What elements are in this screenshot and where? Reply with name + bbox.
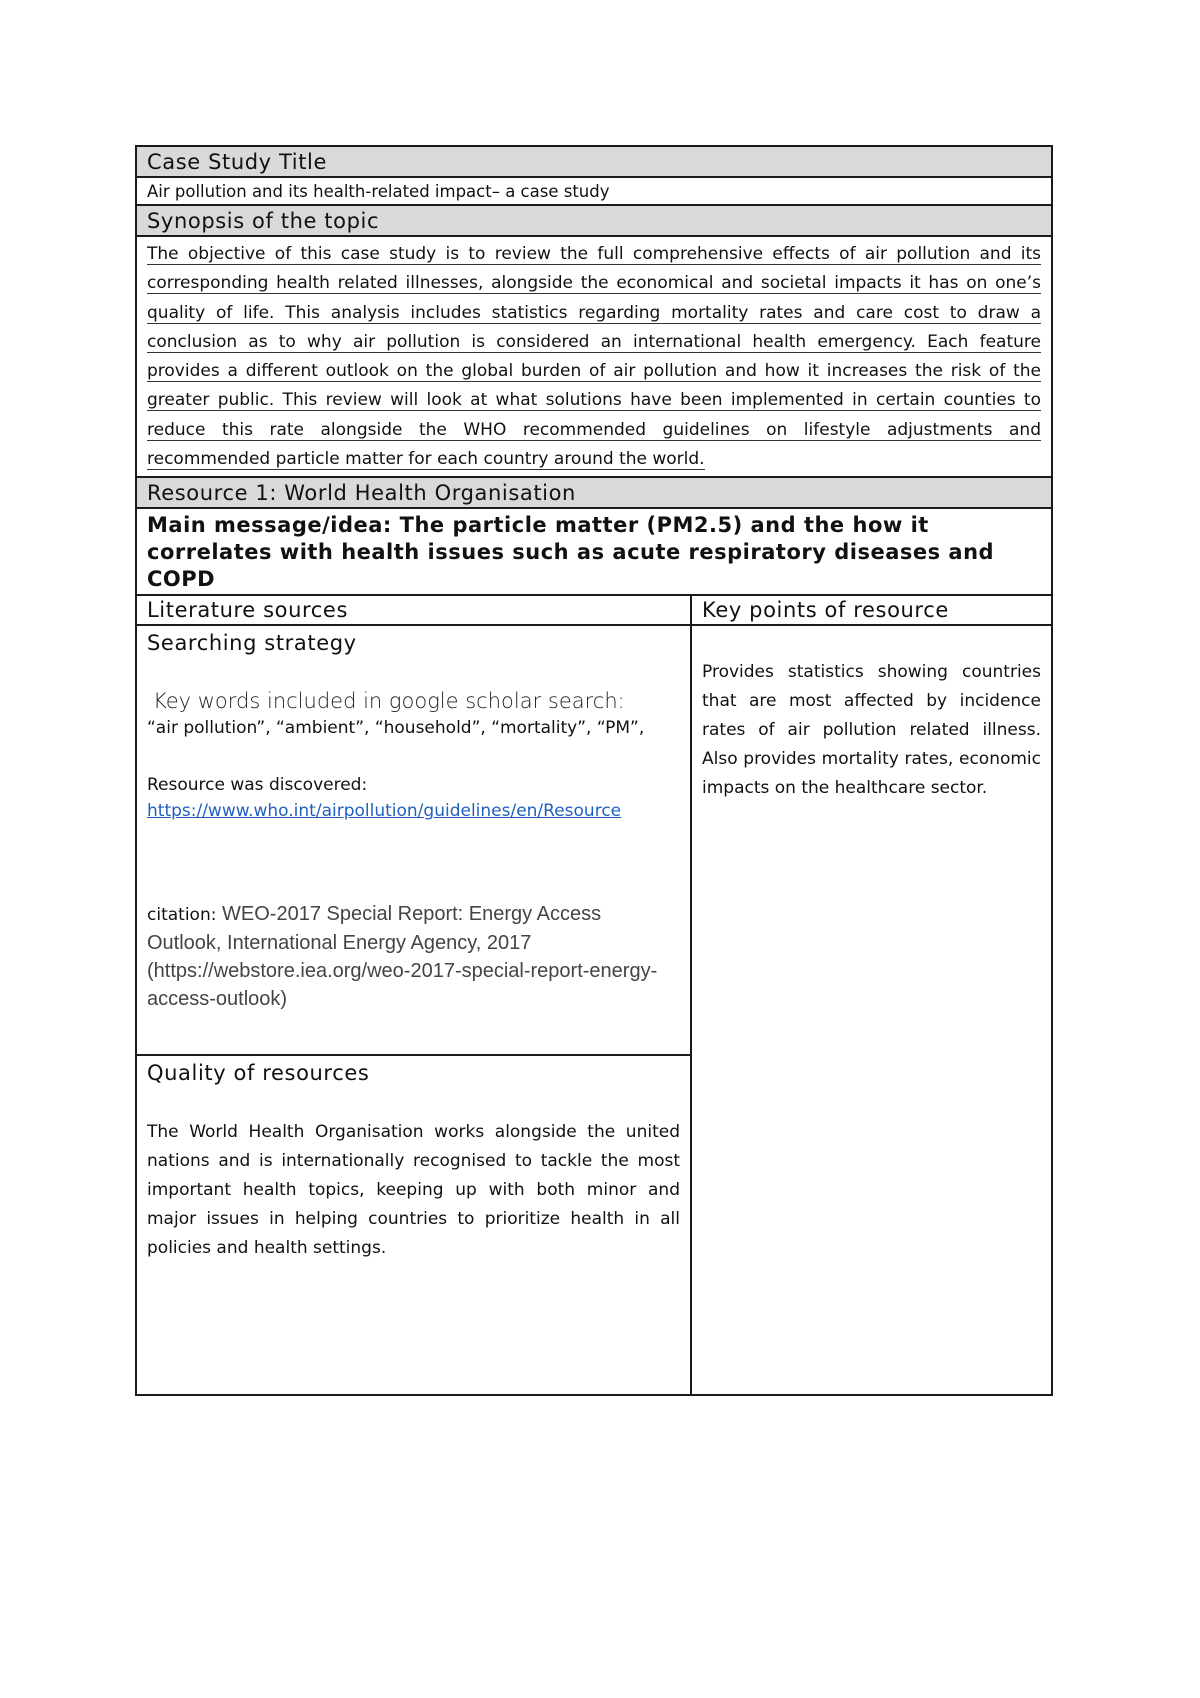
quality-cell bbox=[137, 1056, 690, 1394]
quality-text: The World Health Organisation works alongside the united nations and is internationally recognised to tackle the most important health topics, keeping up with both minor and major issues in helping countries to prioritize health in all policies and health settings. bbox=[147, 1122, 680, 1259]
searching-strategy-heading: Searching strategy bbox=[147, 631, 357, 656]
key-points-cell bbox=[692, 626, 1051, 1394]
citation-label: citation: bbox=[147, 905, 217, 926]
synopsis-cell bbox=[137, 237, 1051, 478]
case-study-title-heading: Case Study Title bbox=[137, 147, 1051, 178]
resource-1-heading: Resource 1: World Health Organisation bbox=[137, 478, 1051, 509]
case-study-table bbox=[135, 145, 1053, 1396]
keywords-intro: Key words included in google scholar search: bbox=[153, 689, 625, 714]
literature-sources-heading: Literature sources bbox=[137, 596, 690, 626]
literature-column bbox=[137, 596, 692, 1394]
who-guidelines-link[interactable]: https://www.who.int/airpollution/guidelines/en/Resource bbox=[147, 801, 622, 822]
discovered-label: Resource was discovered: bbox=[147, 775, 368, 796]
quality-heading: Quality of resources bbox=[147, 1061, 370, 1086]
case-study-title-value: Air pollution and its health-related impact– a case study bbox=[137, 178, 1051, 206]
resource-detail-columns bbox=[137, 596, 1051, 1394]
searching-strategy-cell bbox=[137, 626, 690, 1056]
synopsis-text: The objective of this case study is to review the full comprehensive effects of air pollution and its corresponding health related illnesses, alongside the economical and societal impacts it has on one’s quality of life. This analysis includes statistics regarding mortality rates and care cost to draw a conclusion as to why air pollution is considered an international health emergency. Each feature provides a different outlook on the global burden of air pollution and how it increases the risk of the greater public. This review will look at what solutions have been implemented in certain counties to reduce this rate alongside the WHO recommended guidelines on lifestyle adjustments and recommended particle matter for each country around the world. bbox=[147, 244, 1041, 470]
keywords-list: “air pollution”, “ambient”, “household”, “mortality”, “PM”, bbox=[147, 718, 645, 739]
citation-block bbox=[147, 900, 680, 1013]
key-points-text: Provides statistics showing countries that are most affected by incidence rates of air pollution related illness. Also provides mortality rates, economic impacts on the healthcare sector. bbox=[702, 662, 1041, 799]
key-points-column bbox=[692, 596, 1051, 1394]
citation-text: WEO-2017 Special Report: Energy Access Outlook, International Energy Agency, 2017 (https://webstore.iea.org/weo-2017-special-report-energy-access-outlook) bbox=[147, 903, 658, 1011]
key-points-heading: Key points of resource bbox=[692, 596, 1051, 626]
synopsis-heading: Synopsis of the topic bbox=[137, 206, 1051, 237]
main-message: Main message/idea: The particle matter (PM2.5) and the how it correlates with health issues such as acute respiratory diseases and COPD bbox=[137, 509, 1051, 596]
